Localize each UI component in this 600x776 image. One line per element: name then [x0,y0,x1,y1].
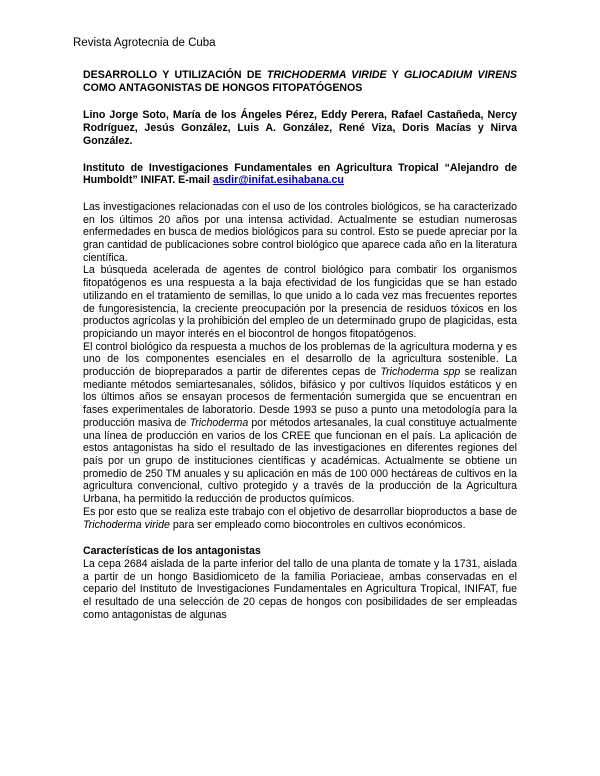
title-italic-2: GLIOCADIUM VIRENS [403,69,517,81]
email-link[interactable]: asdir@inifat.esihabana.cu [212,174,344,187]
article-title [83,69,517,94]
paragraph-4-text-b: para ser empleado como biocontroles en cultivos económicos. [169,518,466,531]
paragraph-4-text-a: Es por esto que se realiza este trabajo con el objetivo de desarrollar bioproductos a base de [83,505,517,518]
paragraph-4 [83,506,517,531]
title-part-1: DESARROLLO Y UTILIZACIÓN DE [83,69,267,81]
title-part-3: COMO ANTAGONISTAS DE HONGOS FITOPATÓGENOS [83,81,363,94]
paragraph-1: Las investigaciones relacionadas con el uso de los controles biológicos, se ha caracterizado en los últimos 20 años por una intensa actividad. Actualmente se estudian numerosas enfermedades en busca de medios biológicos para su control. Esto se puede apreciar por la gran cantidad de publicaciones sobre control biológico que aparece cada año en la literatura científica. [83,200,517,264]
author-list: Lino Jorge Soto, María de los Ángeles Pérez, Eddy Perera, Rafael Castañeda, Nercy Rodríguez, Jesús González, Luis A. González, René Viza, Doris Macías y Nirva González. [83,109,517,147]
paragraph-3-italic-2: Trichoderma [189,416,249,429]
title-part-2: Y [386,69,404,81]
section-paragraph: La cepa 2684 aislada de la parte inferior del tallo de una planta de tomate y la 1731, aislada a partir de un hongo Basidiomiceto de la familia Poriacieae, ambas conservadas en el cepario del Instituto de Investigaciones Fundamentales en Agricultura Tropical, INIFAT, fue el resultado de una selección de 20 cepas de hongos con posibilidades de ser empleadas como antagonistas de algunas [83,557,517,621]
paragraph-3-text-b: se realizan mediante métodos semiartesanales, sólidos, bifásico y por cultivos líquidos estáticos y en los últimos años se ensayan procesos de fermentación sumergida que se encuentran en fases experimentales de laboratorio. Desde 1993 se puso a punto una metodología para la producción masiva de [83,366,517,429]
institution [83,162,517,187]
paragraph-3 [83,341,517,506]
paragraph-3-italic-1: Trichoderma spp [380,366,461,379]
paragraph-3-text-a: El control biológico da respuesta a muchos de los problemas de la agricultura moderna y es uno de los componentes esenciales en el desarrollo de la agricultura sostenible. La producción de biopreparados a partir de diferentes cepas de [83,340,517,379]
article-body [83,69,517,621]
paragraph-2: La búsqueda acelerada de agentes de control biológico para combatir los organismos fitopatógenos es una respuesta a la baja efectividad de los fungicidas que se han estado utilizando en el tratamiento de semillas, lo que unido a lo cada vez mas frecuentes reportes de fungoresistencia, la creciente preocupación por la presencia de residuos tóxicos en los productos agrícolas y la prohibición del empleo de un determinado grupo de plagicidas, esta propiciando un mayor interés en el biocontrol de hongos fitopatógenos. [83,264,517,340]
institution-text: Instituto de Investigaciones Fundamentales en Agricultura Tropical “Alejandro de Humboldt” INIFAT. E-mail [83,161,517,187]
journal-header: Revista Agrotecnia de Cuba [73,37,216,49]
section-heading: Características de los antagonistas [83,545,261,558]
title-italic-1: TRICHODERMA VIRIDE [266,69,387,81]
paragraph-4-italic: Trichoderma viride [83,518,170,531]
paragraph-3-text-c: por métodos artesanales, la cual constituye actualmente una línea de producción en varios de los CREE que funcionan en el país. La aplicación de estos antagonistas ha sido el resultado de las investigaciones en diferentes regiones del país por un grupo de instituciones científicas y académicas. Actualmente se obtiene un promedio de 250 TM anuales y su aplicación en más de 100 000 hectáreas de cultivos en la agricultura convencional, cultivo protegido y a través de la producción de la Agricultura Urbana, ha permitido la reducción de productos químicos. [83,416,517,506]
